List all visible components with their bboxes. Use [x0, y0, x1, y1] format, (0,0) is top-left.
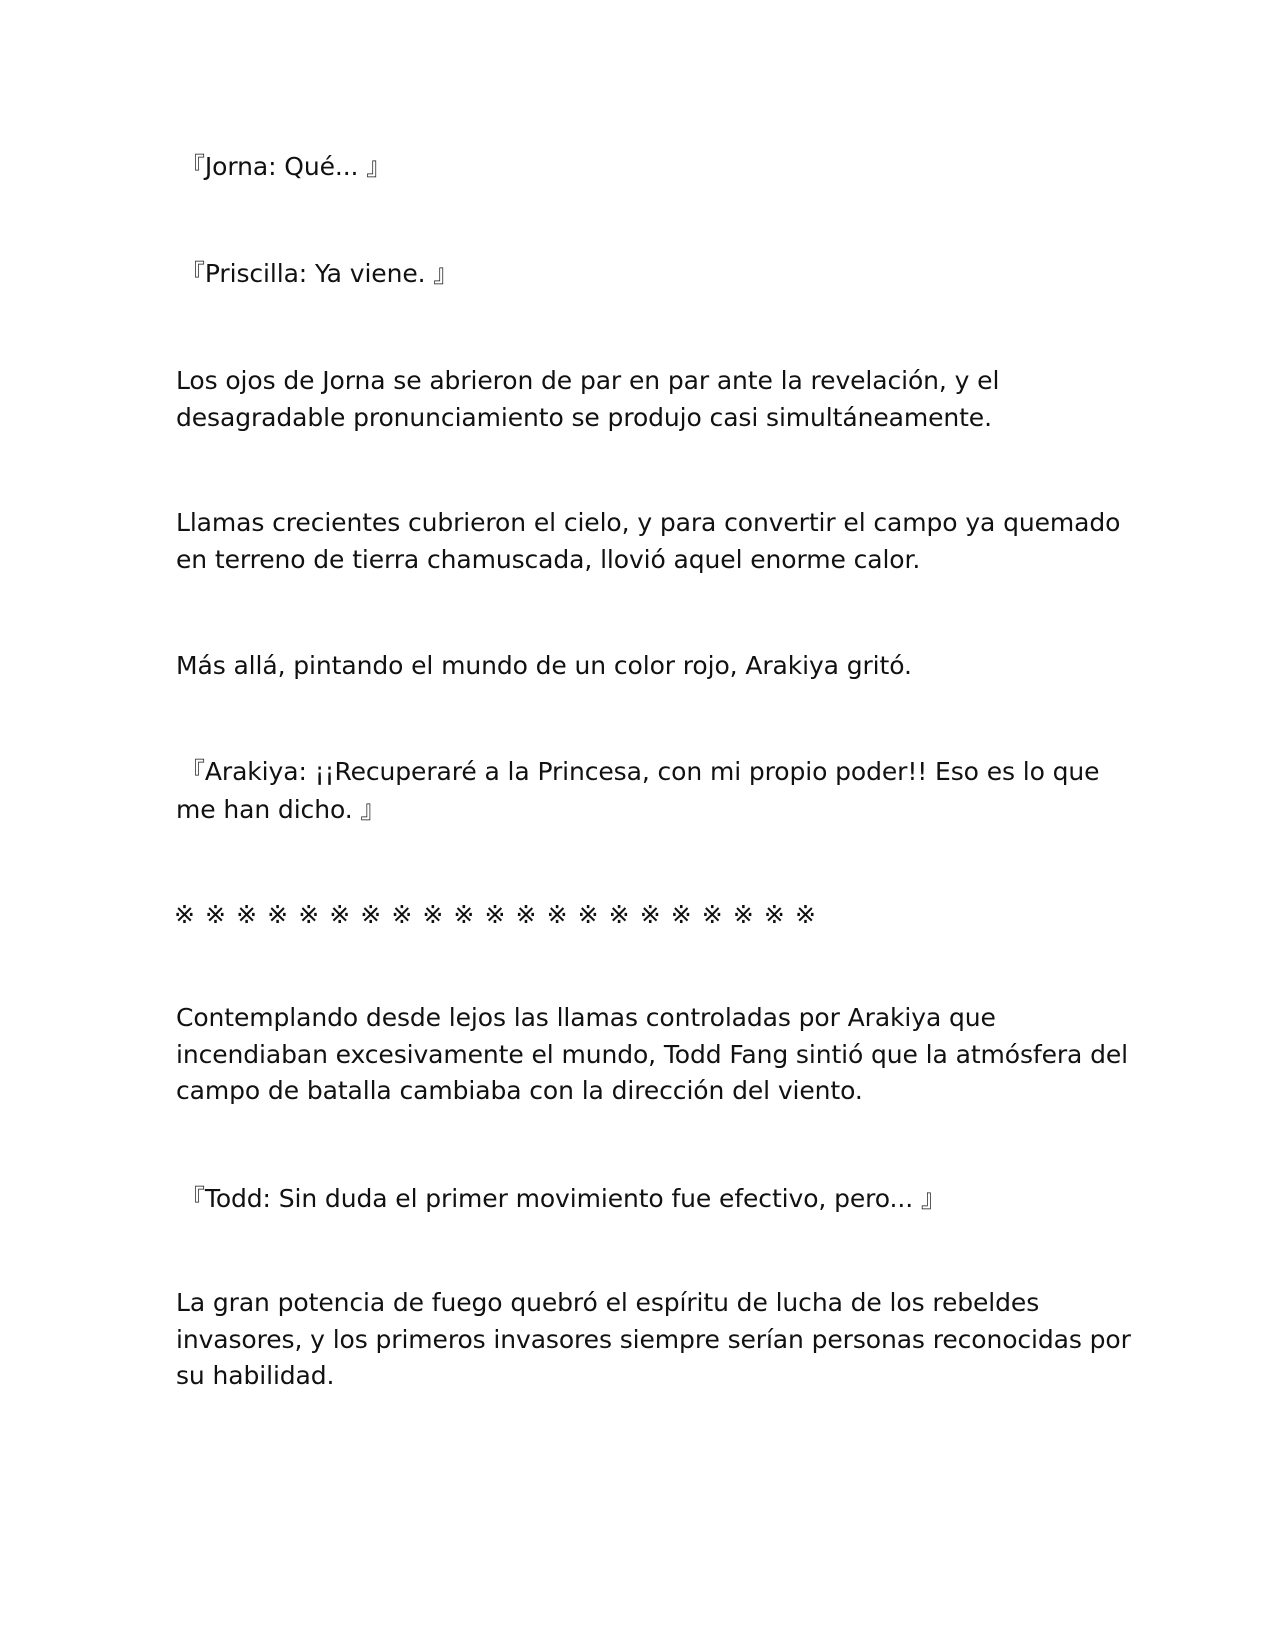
paragraph-4-line-2: incendiaban excesivamente el mundo, Todd Fang sintió que la atmósfera del [176, 1040, 1129, 1069]
paragraph-4-line-1: Contemplando desde lejos las llamas controladas por Arakiya que [176, 1003, 996, 1032]
paragraph-2-line-1: Llamas crecientes cubrieron el cielo, y para convertir el campo ya quemado [176, 508, 1121, 537]
paragraph-4-line-3: campo de batalla cambiaba con la dirección del viento. [176, 1076, 863, 1105]
dialogue-line-jorna: 『Jorna: Qué... 』 [180, 152, 392, 181]
paragraph-2-line-2: en terreno de tierra chamuscada, llovió aquel enorme calor. [176, 545, 921, 574]
paragraph-1-line-2: desagradable pronunciamiento se produjo casi simultáneamente. [176, 403, 992, 432]
section-separator: ※※※※※※※※※※※※※※※※※※※※※ [174, 900, 826, 929]
paragraph-1-line-1: Los ojos de Jorna se abrieron de par en par ante la revelación, y el [176, 366, 1000, 395]
dialogue-line-todd: 『Todd: Sin duda el primer movimiento fue efectivo, pero... 』 [180, 1184, 946, 1213]
paragraph-3-line-1: Más allá, pintando el mundo de un color rojo, Arakiya gritó. [176, 651, 912, 680]
dialogue-line-arakiya-2: me han dicho. 』 [176, 795, 386, 824]
paragraph-5-line-3: su habilidad. [176, 1361, 335, 1390]
dialogue-line-arakiya-1: 『Arakiya: ¡¡Recuperaré a la Princesa, con mi propio poder!! Eso es lo que [180, 757, 1100, 786]
paragraph-5-line-2: invasores, y los primeros invasores siempre serían personas reconocidas por [176, 1325, 1131, 1354]
dialogue-line-priscilla: 『Priscilla: Ya viene. 』 [180, 259, 459, 288]
paragraph-5-line-1: La gran potencia de fuego quebró el espíritu de lucha de los rebeldes [176, 1288, 1040, 1317]
